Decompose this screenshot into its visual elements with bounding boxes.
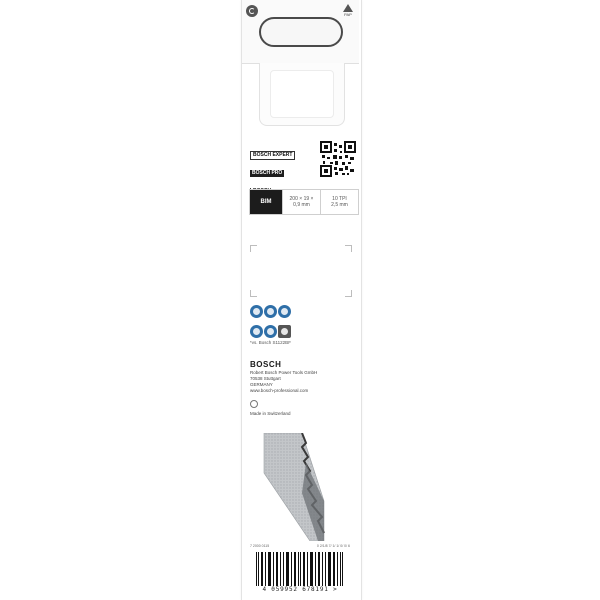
dust-mask-icon <box>250 325 263 338</box>
window-corner-tl <box>250 245 257 252</box>
article-number-left: 7 2000 0115 <box>250 544 270 548</box>
pap-recycling-mark <box>341 4 355 17</box>
ean-digits: 4 059952 678191 > <box>250 586 350 593</box>
saw-blade-image <box>262 433 328 541</box>
blade-size-cell <box>282 190 320 214</box>
hand-protection-icon <box>278 305 291 318</box>
address-line-1: Robert Bosch Power Tools GmbH <box>250 370 318 375</box>
tpi-cell <box>320 190 358 214</box>
size-line-2: 0,9 mm <box>293 202 310 208</box>
eye-protection-icon <box>250 305 263 318</box>
window-corner-br <box>345 290 352 297</box>
recycle-triangle-icon <box>343 4 353 12</box>
qr-code-icon <box>320 141 356 177</box>
bosch-logo: BOSCH <box>250 360 282 369</box>
recycling-code: PAP <box>344 12 352 17</box>
article-numbers <box>250 544 350 548</box>
size-line-1: 200 × 19 × <box>289 196 314 202</box>
recycle-arrows-icon <box>246 5 258 17</box>
country-of-origin: Made in Switzerland <box>250 411 291 416</box>
ear-protection-icon <box>264 305 277 318</box>
tpi-line-2: 2,5 mm <box>331 202 348 208</box>
address-line-2: 70538 Stuttgart <box>250 376 281 381</box>
hang-slot <box>259 17 343 47</box>
window-corner-tr <box>345 245 352 252</box>
tpi-line-1: 10 TPI <box>332 196 347 202</box>
safety-icon-grid <box>250 305 300 345</box>
manufacturer-address <box>250 370 317 394</box>
globe-icon <box>250 400 258 408</box>
article-number-right: 0 2/1/8 7/ 1/ 1/ 0/ 0/ 6 <box>316 544 350 548</box>
package-inner-tab <box>270 70 334 118</box>
spec-table <box>249 189 359 215</box>
material-label: BIM <box>250 190 282 214</box>
read-manual-icon <box>264 325 277 338</box>
tier-expert: BOSCH EXPERT <box>250 151 295 160</box>
address-line-3: GERMANY <box>250 382 273 387</box>
saw-tool-icon <box>278 325 291 338</box>
window-corner-bl <box>250 290 257 297</box>
comparison-footnote: *vs. Bosch S1122BF <box>250 340 291 345</box>
address-website: www.bosch-professional.com <box>250 388 309 393</box>
tier-pro: BOSCH PRO <box>252 170 283 176</box>
